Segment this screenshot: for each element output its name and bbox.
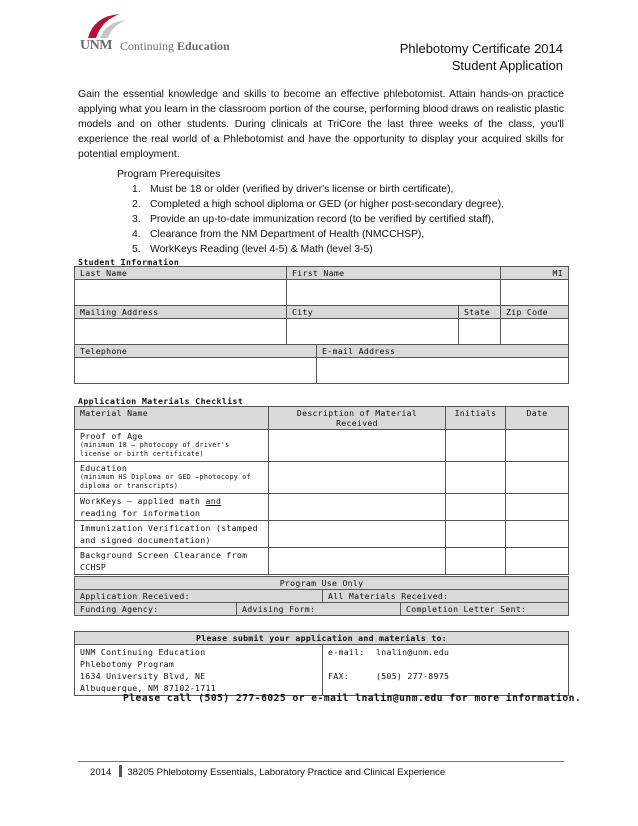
contact-block — [323, 645, 569, 696]
application-received-label: Application Received: — [75, 590, 323, 603]
state-label: State — [459, 306, 501, 319]
program-use-table — [74, 576, 569, 616]
description-cell[interactable] — [269, 462, 446, 494]
col-material-name: Material Name — [75, 407, 269, 430]
completion-letter-label: Completion Letter Sent: — [401, 603, 569, 616]
last-name-label: Last Name — [75, 267, 287, 280]
initials-cell[interactable] — [446, 494, 506, 521]
city-field[interactable] — [287, 319, 459, 345]
date-cell[interactable] — [506, 548, 569, 575]
prerequisites — [117, 167, 504, 257]
initials-cell[interactable] — [446, 521, 506, 548]
footer-year: 2014 — [90, 767, 112, 778]
checklist-row-name: WorkKeys – applied math and reading for information — [75, 494, 269, 521]
initials-cell[interactable] — [446, 430, 506, 462]
advising-form-label: Advising Form: — [237, 603, 401, 616]
address-line: UNM Continuing Education — [80, 647, 206, 657]
mi-label: MI — [501, 267, 569, 280]
description-cell[interactable] — [269, 521, 446, 548]
checklist-row-name: Proof of Age (minimum 18 – photocopy of driver's license or birth certificate) — [75, 430, 269, 462]
checklist-heading: Application Materials Checklist — [78, 396, 244, 406]
logo-arc-icon — [80, 12, 140, 40]
checklist-table — [74, 406, 569, 575]
mailing-address-block — [75, 645, 323, 696]
footer-text: 38205 Phlebotomy Essentials, Laboratory Practice and Clinical Experience — [127, 767, 446, 778]
description-cell[interactable] — [269, 494, 446, 521]
zip-field[interactable] — [501, 319, 569, 345]
date-cell[interactable] — [506, 494, 569, 521]
date-cell[interactable] — [506, 462, 569, 494]
address-line: Albuquerque, NM 87102-1711 — [80, 683, 216, 693]
fax-value: (505) 277-8975 — [376, 671, 450, 681]
email-contact-link[interactable]: lnalin@unm.edu — [376, 647, 450, 657]
address-line: 1634 University Blvd, NE — [80, 671, 206, 681]
col-description: Description of Material Received — [269, 407, 446, 430]
date-cell[interactable] — [506, 521, 569, 548]
city-label: City — [287, 306, 459, 319]
footer-bar — [119, 765, 122, 777]
program-use-heading: Program Use Only — [75, 577, 569, 590]
prerequisites-heading: Program Prerequisites — [117, 169, 221, 180]
prereq-item: 1. Must be 18 or older (verified by driver's license or birth certificate), — [132, 184, 454, 195]
call-to-action: Please call (505) 277-6025 or e-mail lnalin@unm.edu for more information. — [123, 693, 582, 704]
first-name-field[interactable] — [287, 280, 501, 306]
col-initials: Initials — [446, 407, 506, 430]
last-name-field[interactable] — [75, 280, 287, 306]
email-label: E-mail Address — [317, 345, 569, 358]
mailing-address-field[interactable] — [75, 319, 287, 345]
description-cell[interactable] — [269, 430, 446, 462]
mailing-address-label: Mailing Address — [75, 306, 287, 319]
student-info-table — [74, 266, 569, 384]
email-contact-label: e-mail: — [328, 647, 365, 657]
checklist-row-name: Education (minimum HS Diploma or GED –photocopy of diploma or transcripts) — [75, 462, 269, 494]
state-field[interactable] — [459, 319, 501, 345]
mi-field[interactable] — [501, 280, 569, 306]
address-line: Phlebotomy Program — [80, 659, 175, 669]
checklist-row-name: Immunization Verification (stamped and signed documentation) — [75, 521, 269, 548]
logo-ce-text: Continuing Education — [120, 39, 230, 53]
page-title — [400, 40, 563, 74]
col-date: Date — [506, 407, 569, 430]
title-line-1: Phlebotomy Certificate 2014 — [399, 41, 563, 56]
telephone-field[interactable] — [75, 358, 317, 384]
footer-divider — [78, 761, 564, 762]
fax-label: FAX: — [328, 671, 349, 681]
checklist-row-name: Background Screen Clearance from CCHSP — [75, 548, 269, 575]
first-name-label: First Name — [287, 267, 501, 280]
description-cell[interactable] — [269, 548, 446, 575]
initials-cell[interactable] — [446, 462, 506, 494]
date-cell[interactable] — [506, 430, 569, 462]
prereq-item: 4. Clearance from the NM Department of Health (NMCCHSP), — [132, 229, 425, 240]
submit-table — [74, 631, 569, 696]
telephone-label: Telephone — [75, 345, 317, 358]
title-line-2: Student Application — [451, 58, 563, 73]
email-field[interactable] — [317, 358, 569, 384]
footer — [90, 765, 445, 778]
student-info-heading: Student Information — [78, 257, 180, 267]
prereq-item: 2. Completed a high school diploma or GED (or higher post-secondary degree), — [132, 199, 505, 210]
unm-logo — [80, 12, 230, 54]
zip-label: Zip Code — [501, 306, 569, 319]
funding-agency-label: Funding Agency: — [75, 603, 237, 616]
prereq-item: 3. Provide an up-to-date immunization record (to be verified by certified staff), — [132, 214, 495, 225]
logo-unm-text: UNM — [80, 38, 112, 53]
all-materials-label: All Materials Received: — [323, 590, 569, 603]
prereq-item: 5. WorkKeys Reading (level 4-5) & Math (level 3-5) — [132, 244, 373, 255]
submit-heading: Please submit your application and materials to: — [75, 632, 569, 645]
initials-cell[interactable] — [446, 548, 506, 575]
intro-paragraph: Gain the essential knowledge and skills to become an effective phlebotomist. Attain hands-on practice applying what you learn in the classroom portion of the course, performing blood draws on realistic plastic models and on other students. During clinicals at TriCore the last three weeks of the class, you'll experience the real world of a Phlebotomist and have the opportunity to display your acquired skills for potential employment. — [78, 89, 564, 160]
